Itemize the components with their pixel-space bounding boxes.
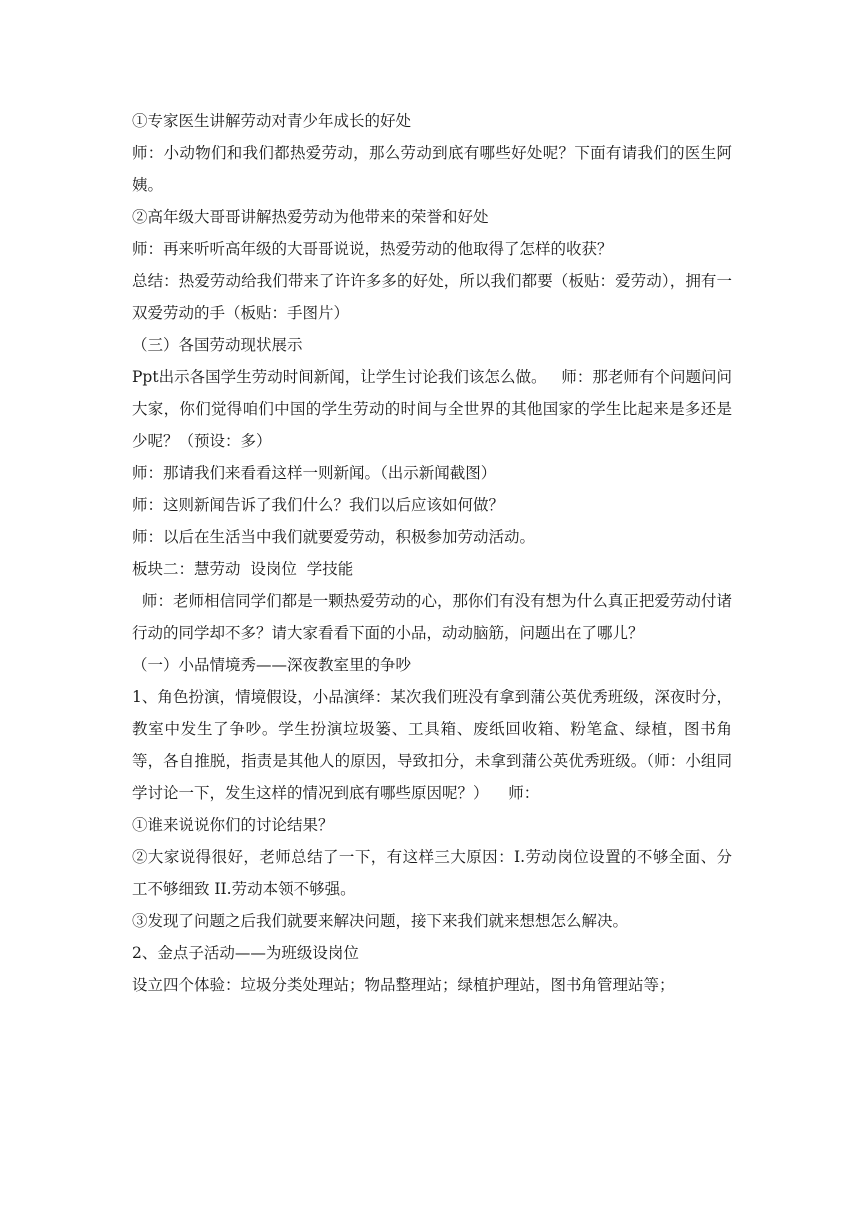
paragraph-teacher-news: 师：那请我们来看看这样一则新闻。（出示新闻截图） — [132, 464, 497, 482]
paragraph-ppt-news: Ppt出示各国学生劳动时间新闻，让学生讨论我们该怎么做。 师：那老师有个问题问问大家，你们觉得咱们中国的学生劳动的时间与全世界的其他国家的学生比起来是多还是少呢？（预设：多） — [132, 368, 732, 450]
paragraph-solve-problem: ③发现了问题之后我们就要来解决问题，接下来我们就来想想怎么解决。 — [132, 912, 629, 930]
paragraph-teacher-senior-intro: 师：再来听听高年级的大哥哥说说，热爱劳动的他取得了怎样的收获？ — [132, 240, 613, 258]
section-heading-block-two: 板块二：慧劳动 设岗位 学技能 — [132, 560, 354, 578]
paragraph-teacher-question: 师：这则新闻告诉了我们什么？我们以后应该如何做？ — [132, 496, 505, 514]
paragraph-discussion-results: ①谁来说说你们的讨论结果？ — [132, 816, 334, 834]
paragraph-teacher-doctor-intro: 师：小动物们和我们都热爱劳动，那么劳动到底有哪些好处呢？下面有请我们的医生阿姨。 — [132, 144, 732, 194]
paragraph-teacher-skit-intro: 师：老师相信同学们都是一颗热爱劳动的心，那你们有没有想为什么真正把爱劳动付诸行动的同学却不多？请大家看看下面的小品，动动脑筋，问题出在了哪儿？ — [132, 592, 732, 642]
paragraph-role-play: 1、角色扮演，情境假设，小品演绎：某次我们班没有拿到蒲公英优秀班级，深夜时分，教室中发生了争吵。学生扮演垃圾篓、工具箱、废纸回收箱、粉笔盒、绿植，图书角等，各自推脱，指责是其他人的原因，导致扣分，未拿到蒲公英优秀班级。（师：小组同学讨论一下，发生这样的情况到底有哪些原因呢？） 师： — [132, 688, 732, 802]
document-body — [132, 105, 732, 1001]
section-heading-golden-ideas: 2、金点子活动——为班级设岗位 — [132, 944, 359, 962]
paragraph-senior-student: ②高年级大哥哥讲解热爱劳动为他带来的荣誉和好处 — [132, 208, 489, 226]
section-heading-skit: （一）小品情境秀——深夜教室里的争吵 — [132, 656, 412, 674]
paragraph-summary: 总结：热爱劳动给我们带来了许许多多的好处，所以我们都要（板贴：爱劳动），拥有一双爱劳动的手（板贴：手图片） — [132, 272, 732, 322]
paragraph-expert-doctor: ①专家医生讲解劳动对青少年成长的好处 — [132, 112, 412, 130]
paragraph-teacher-conclusion: 师：以后在生活当中我们就要爱劳动，积极参加劳动活动。 — [132, 528, 536, 546]
paragraph-three-reasons: ②大家说得很好，老师总结了一下，有这样三大原因：I.劳动岗位设置的不够全面、分工不够细致 II.劳动本领不够强。 — [132, 848, 732, 898]
paragraph-four-stations: 设立四个体验：垃圾分类处理站；物品整理站；绿植护理站，图书角管理站等； — [132, 976, 675, 994]
section-heading-country-comparison: （三）各国劳动现状展示 — [132, 336, 303, 354]
